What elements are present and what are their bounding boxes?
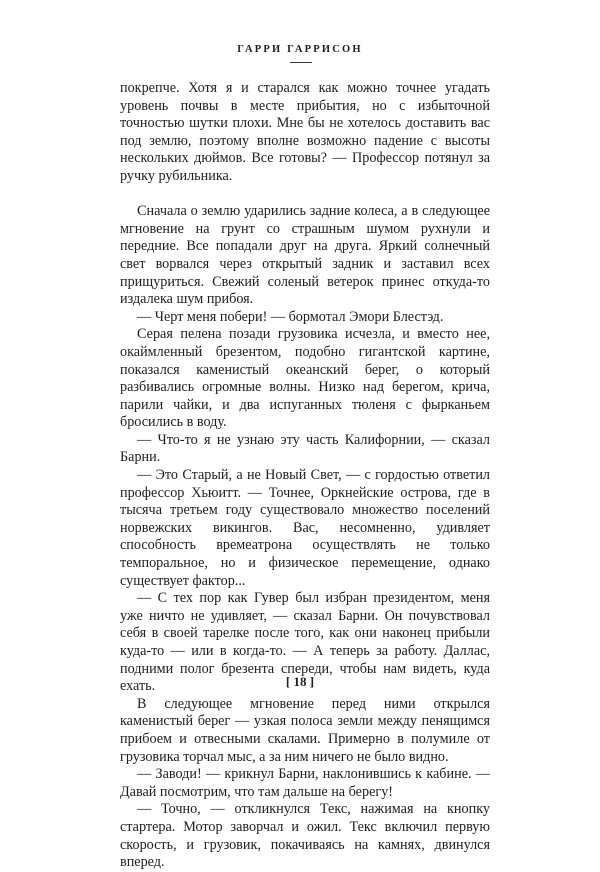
paragraph: Сначала о землю ударились задние колеса, а в следующее мгновение на грунт со страшным шумом рухнули и передние. Все попадали друг на друга. Яркий солнечный свет ворвался через открытый задник и заставил всех прищуриться. Свежий соленый ветерок принес откуда-то издалека шум прибоя. <box>120 203 490 308</box>
paragraph: — Что-то я не узнаю эту часть Калифорнии, — сказал Барни. <box>120 431 490 466</box>
paragraph: В следующее мгновение перед ними открылся каменистый берег — узкая полоса земли между пенящимся прибоем и отвесными скалами. Примерно в полумиле от грузовика торчал мыс, а за ним ничего не было видно. <box>120 695 490 765</box>
paragraph: Серая пелена позади грузовика исчезла, и вместо нее, окаймленный брезентом, подобно гигантской картине, показался каменистый океанский берег, о который разбивались огромные волны. Низко над берегом, крича, парили чайки, и два испуганных тюленя с фырканьем бросились в воду. <box>120 326 490 431</box>
running-head: ГАРРИ ГАРРИСОН <box>237 44 363 55</box>
paragraph: — С тех пор как Гувер был избран президентом, меня уже ничто не удивляет, — сказал Барни. Он почувствовал себя в своей тарелке после того, как они наконец прибыли куда-то — или в когда-то. — А теперь за работу. Даллас, подними полог брезента спереди, чтобы нам видеть, куда ехать. <box>120 590 490 695</box>
paragraph: — Черт меня побери! — бормотал Эмори Блестэд. <box>137 308 444 325</box>
paragraph: — Это Старый, а не Новый Свет, — с гордостью ответил профессор Хьюитт. — Точнее, Оркнейские острова, где в тысяча третьем году существовало множество поселений норвежских викингов. Вас, несомненно, удивляет способность времеатрона осуществлять не только темпоральное, но и физическое перемещение, однако существует фактор... <box>120 467 490 589</box>
page-number: [ 18 ] <box>285 674 315 689</box>
paragraph: покрепче. Хотя я и старался как можно точнее угадать уровень почвы в месте прибытия, но с избыточной точностью шутки плохи. Мне бы не хотелось доставить вас под землю, поэтому вполне возможно падение с высоты нескольких дюймов. Все готовы? — Профессор потянул за ручку рубильника. <box>120 80 490 184</box>
paragraph: — Заводи! — крикнул Барни, наклонившись к кабине. — Давай посмотрим, что там дальше на берегу! <box>120 766 490 800</box>
header-rule <box>290 62 312 63</box>
paragraph: — Точно, — откликнулся Текс, нажимая на кнопку стартера. Мотор заворчал и ожил. Текс включил первую скорость, и грузовик, покачиваясь на камнях, двинулся вперед. <box>120 801 490 871</box>
body-text <box>120 80 490 872</box>
